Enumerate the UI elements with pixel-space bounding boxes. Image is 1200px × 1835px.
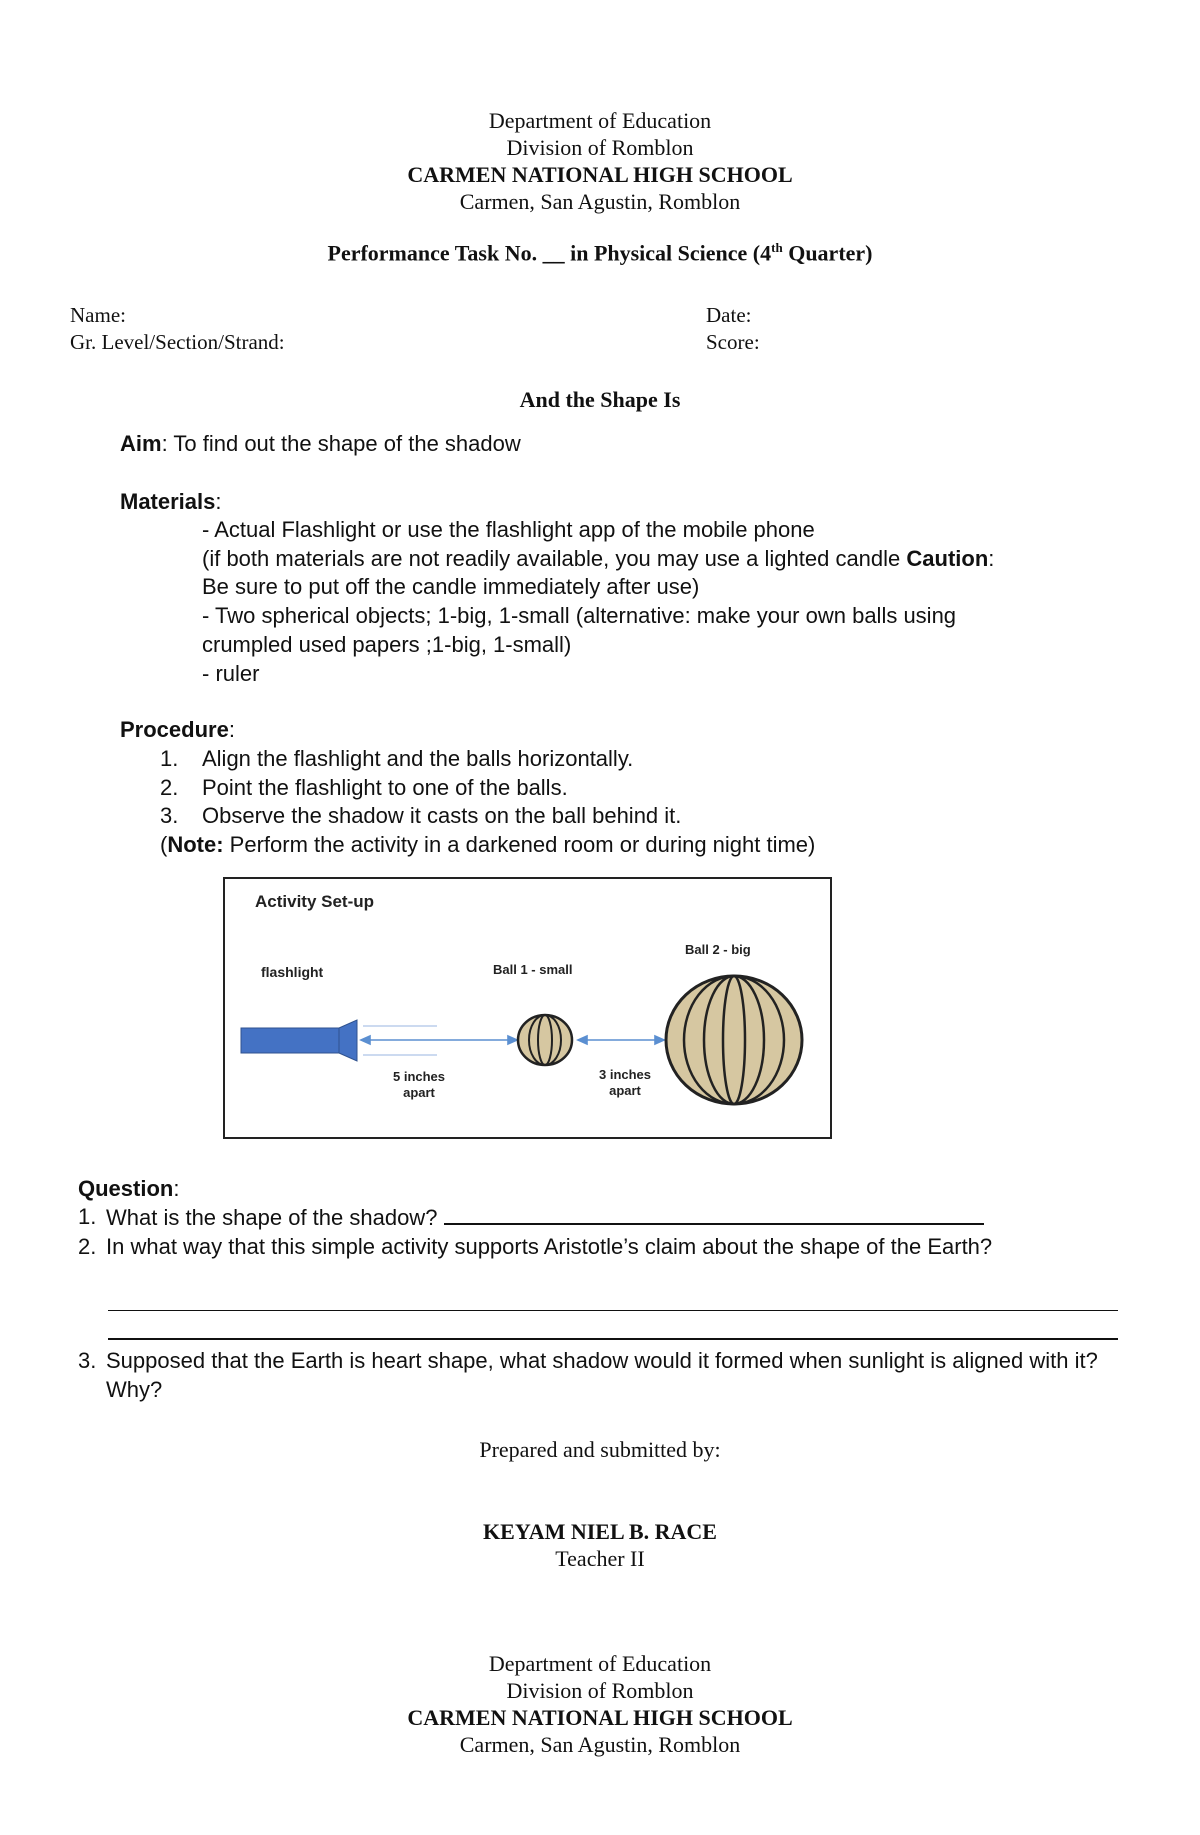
flashlight-icon (241, 1020, 357, 1061)
answer-line[interactable] (108, 1310, 1118, 1311)
caution-colon: : (988, 545, 995, 571)
question-colon: : (173, 1176, 180, 1201)
ball-small-icon (518, 1015, 572, 1065)
step-text: Align the flashlight and the balls horizontally. (202, 746, 634, 771)
materials-heading (120, 488, 222, 517)
material-line: crumpled used papers ;1-big, 1-small) (202, 631, 572, 657)
gap1-label-line2: apart (403, 1085, 435, 1100)
question-text: Supposed that the Earth is heart shape, what shadow would it formed when sunlight is aligned with it? Why? (106, 1348, 1098, 1402)
teacher-name: KEYAM NIEL B. RACE (483, 1519, 717, 1544)
material-line: - Actual Flashlight or use the flashlight app of the mobile phone (202, 517, 815, 542)
aim-section (120, 430, 521, 459)
materials-label: Materials (120, 489, 216, 514)
step-number: 3. (160, 803, 179, 829)
teacher-block (0, 1518, 1200, 1572)
question-number: 3. (78, 1348, 97, 1373)
prepared-by: Prepared and submitted by: (479, 1437, 721, 1462)
material-line (202, 545, 1152, 574)
procedure-colon: : (228, 717, 235, 742)
flashlight-label: flashlight (261, 964, 324, 980)
activity-title: And the Shape Is (519, 387, 681, 412)
question-number: 1. (78, 1204, 97, 1229)
header-address: Carmen, San Agustin, Romblon (459, 189, 741, 214)
question-number: 2. (78, 1233, 97, 1259)
question-item (78, 1203, 1138, 1233)
teacher-title: Teacher II (555, 1546, 645, 1571)
task-title-suffix: Quarter) (782, 240, 873, 266)
task-title-prefix: Performance Task No. __ in Physical Science (4 (327, 240, 772, 266)
document-header (0, 107, 1200, 215)
ball1-label: Ball 1 - small (493, 962, 573, 977)
ball-big-icon (666, 976, 802, 1104)
aim-label: Aim (120, 431, 162, 456)
procedure-step (160, 745, 681, 774)
material-line: - ruler (202, 660, 260, 686)
document-footer (0, 1650, 1200, 1758)
name-field: Name: (70, 303, 126, 327)
footer-address: Carmen, San Agustin, Romblon (459, 1732, 741, 1757)
gap2-label-line2: apart (609, 1083, 641, 1098)
caution-label: Caution (906, 545, 989, 571)
materials-list (202, 516, 1152, 688)
footer-school: CARMEN NATIONAL HIGH SCHOOL (407, 1705, 793, 1730)
step-number: 2. (160, 774, 179, 800)
question-item (78, 1233, 1138, 1262)
material-line: - Two spherical objects; 1-big, 1-small (alternative: make your own balls using (202, 603, 957, 629)
note-open: ( (160, 832, 168, 857)
footer-department: Department of Education (488, 1651, 712, 1676)
step-number: 1. (160, 746, 179, 771)
score-field: Score: (706, 330, 760, 354)
procedure-label: Procedure (120, 717, 229, 742)
header-division: Division of Romblon (506, 135, 694, 160)
header-school: CARMEN NATIONAL HIGH SCHOOL (407, 162, 793, 187)
date-field: Date: (706, 303, 752, 327)
question-text: What is the shape of the shadow? (106, 1205, 444, 1230)
procedure-step (160, 774, 681, 803)
question-label: Question (78, 1176, 174, 1201)
note-text: Perform the activity in a darkened room or during night time) (223, 832, 816, 857)
material-line: Be sure to put off the candle immediately after use) (202, 574, 700, 600)
materials-colon: : (215, 489, 222, 514)
activity-setup-figure (223, 877, 832, 1139)
distance-arrow-2 (578, 1036, 664, 1044)
aim-text: : To find out the shape of the shadow (161, 431, 521, 456)
material-line-text: (if both materials are not readily available, you may use a lighted candle (202, 545, 907, 571)
step-text: Point the flashlight to one of the balls. (202, 774, 568, 800)
note-label: Note: (167, 832, 224, 857)
gap1-label-line1: 5 inches (392, 1069, 446, 1084)
setup-diagram (225, 879, 830, 1137)
procedure-step (160, 802, 681, 831)
question-item (78, 1347, 1138, 1404)
footer-division: Division of Romblon (506, 1678, 694, 1703)
question-text: In what way that this simple activity supports Aristotle’s claim about the shape of the Earth? (106, 1233, 993, 1259)
gap2-label-line1: 3 inches (598, 1067, 652, 1082)
procedure-heading (120, 716, 235, 745)
procedure-list (160, 745, 681, 831)
distance-arrow-1 (361, 1036, 517, 1044)
question-heading (78, 1175, 179, 1204)
ball2-label: Ball 2 - big (685, 942, 751, 957)
level-field: Gr. Level/Section/Strand: (70, 330, 285, 354)
task-title (0, 240, 1200, 266)
answer-line[interactable] (108, 1338, 1118, 1340)
answer-blank[interactable] (444, 1203, 984, 1225)
header-department: Department of Education (488, 108, 712, 133)
question-list-cont (78, 1347, 1138, 1404)
procedure-note (160, 831, 815, 860)
task-title-sup: th (771, 240, 783, 255)
setup-title: Activity Set-up (255, 892, 375, 911)
step-text: Observe the shadow it casts on the ball behind it. (202, 803, 682, 829)
question-list (78, 1203, 1138, 1261)
